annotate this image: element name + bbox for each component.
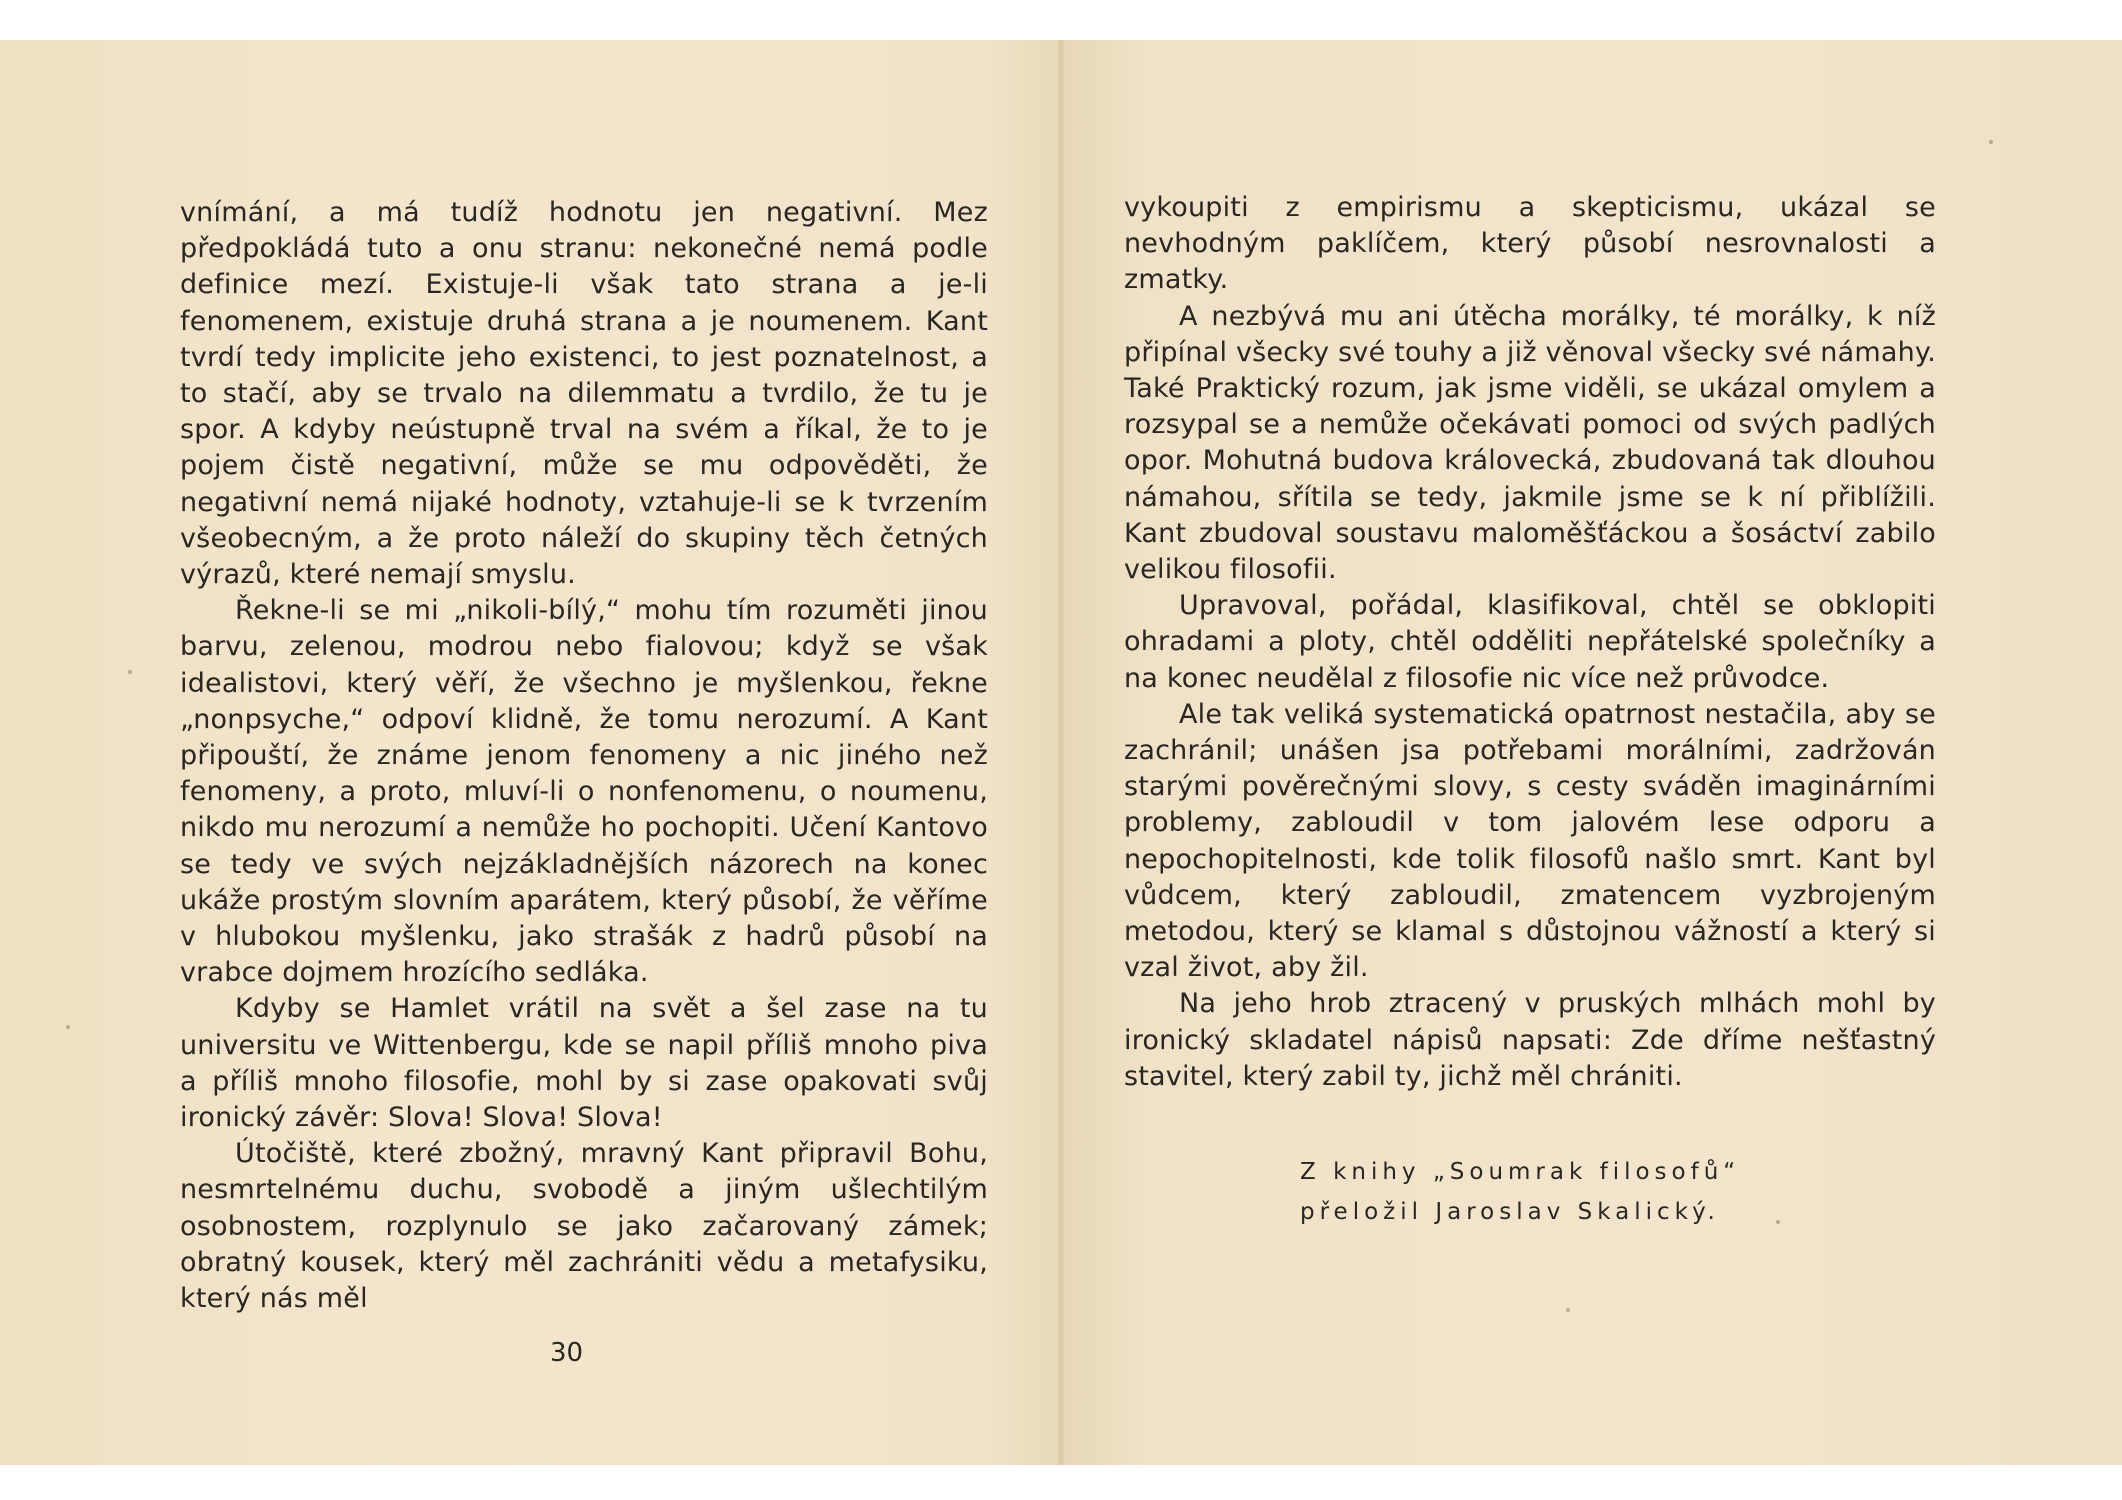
credit-translator: přeložil Jaroslav Skalický. <box>1300 1199 1720 1225</box>
right-page-text <box>1124 190 1936 1095</box>
paper-speck <box>1776 1220 1780 1224</box>
translation-credit <box>1300 1152 1760 1232</box>
right-paragraph-5: Na jeho hrob ztracený v pruských mlhách mohl by ironický skladatel nápisů napsati: Zde dříme nešťastný stavitel, který zabil ty, jichž měl chrániti. <box>1124 988 1936 1092</box>
left-paragraph-2: Řekne-li se mi „nikoli-bílý,“ mohu tím rozuměti jinou barvu, zelenou, modrou nebo fialovou; když se však idealistovi, který věří, že všechno je myšlenkou, řekne „nonpsyche,“ odpoví klidně, že tomu nerozumí. A Kant připouští, že známe jenom fenomeny a nic jiného než fenomeny, a proto, mluví-li o nonfenomenu, o noumenu, nikdo mu nerozumí a nemůže ho pochopiti. Učení Kantovo se tedy ve svých nejzákladnějších názorech na konec ukáže prostým slovním aparátem, který působí, že věříme v hlubokou myšlenku, jako strašák z hadrů působí na vrabce dojmem hrozícího sedláka. <box>180 595 988 989</box>
paper-speck <box>66 1025 70 1029</box>
left-page <box>0 40 1061 1465</box>
right-paragraph-2: A nezbývá mu ani útěcha morálky, té morálky, k níž připínal všecky své touhy a již věnoval všecky své námahy. Také Praktický rozum, jak jsme viděli, se ukázal omylem a rozsypal se a nemůže očekávati pomoci od svých padlých opor. Mohutná budova královecká, zbudovaná tak dlouhou námahou, sřítila se tedy, jakmile jsme se k ní přiblížili. Kant zbudoval soustavu maloměšťáckou a šosáctví zabilo velikou filosofii. <box>1124 300 1936 586</box>
paper-speck <box>1989 140 1993 144</box>
page-number: 30 <box>550 1338 584 1368</box>
paper-speck <box>1566 1308 1570 1312</box>
left-paragraph-4: Útočiště, které zbožný, mravný Kant připravil Bohu, nesmrtelnému duchu, svobodě a jiným ušlechtilým osobnostem, rozplynulo se jako začarovaný zámek; obratný kousek, který měl zachrániti vědu a metafysiku, který nás měl <box>180 1138 988 1315</box>
right-paragraph-3: Upravoval, pořádal, klasifikoval, chtěl se obklopiti ohradami a ploty, chtěl odděliti nepřátelské společníky a na konec neudělal z filosofie nic více než průvodce. <box>1124 590 1936 694</box>
right-paragraph-4: Ale tak veliká systematická opatrnost nestačila, aby se zachránil; unášen jsa potřebami morálními, zadržován starými pověrečnými slovy, s cesty sváděn imaginárními problemy, zabloudil v tom jalovém lese odporu a nepochopitelnosti, kde tolik filosofů našlo smrt. Kant byl vůdcem, který zabloudil, zmatencem vyzbrojeným metodou, který se klamal s důstojnou vážností a který si vzal život, aby žil. <box>1124 698 1936 984</box>
book-spread <box>0 40 2122 1465</box>
left-paragraph-3: Kdyby se Hamlet vrátil na svět a šel zase na tu universitu ve Wittenbergu, kde se napil příliš mnoho piva a příliš mnoho filosofie, mohl by si zase opakovati svůj ironický závěr: Slova! Slova! Slova! <box>180 993 988 1134</box>
right-paragraph-1: vykoupiti z empirismu a skepticismu, ukázal se nevhodným paklíčem, který působí nesrovnalosti a zmatky. <box>1124 192 1936 296</box>
credit-source: Z knihy „Soumrak filosofů“ <box>1300 1159 1741 1185</box>
left-page-text <box>180 195 988 1317</box>
paper-speck <box>128 670 132 674</box>
book-gutter <box>1058 40 1064 1465</box>
left-paragraph-1: vnímání, a má tudíž hodnotu jen negativní. Mez předpokládá tuto a onu stranu: nekonečné nemá podle definice mezí. Existuje-li však tato strana a je-li fenomenem, existuje druhá strana a je noumenem. Kant tvrdí tedy implicite jeho existenci, to jest poznatelnost, a to stačí, aby se trvalo na dilemmatu a tvrdilo, že tu je spor. A kdyby neústupně trval na svém a říkal, že to je pojem čistě negativní, může se mu odpověděti, že negativní nemá nijaké hodnoty, vztahuje-li se k tvrzením všeobecným, a že proto náleží do skupiny těch četných výrazů, které nemají smyslu. <box>180 197 988 591</box>
